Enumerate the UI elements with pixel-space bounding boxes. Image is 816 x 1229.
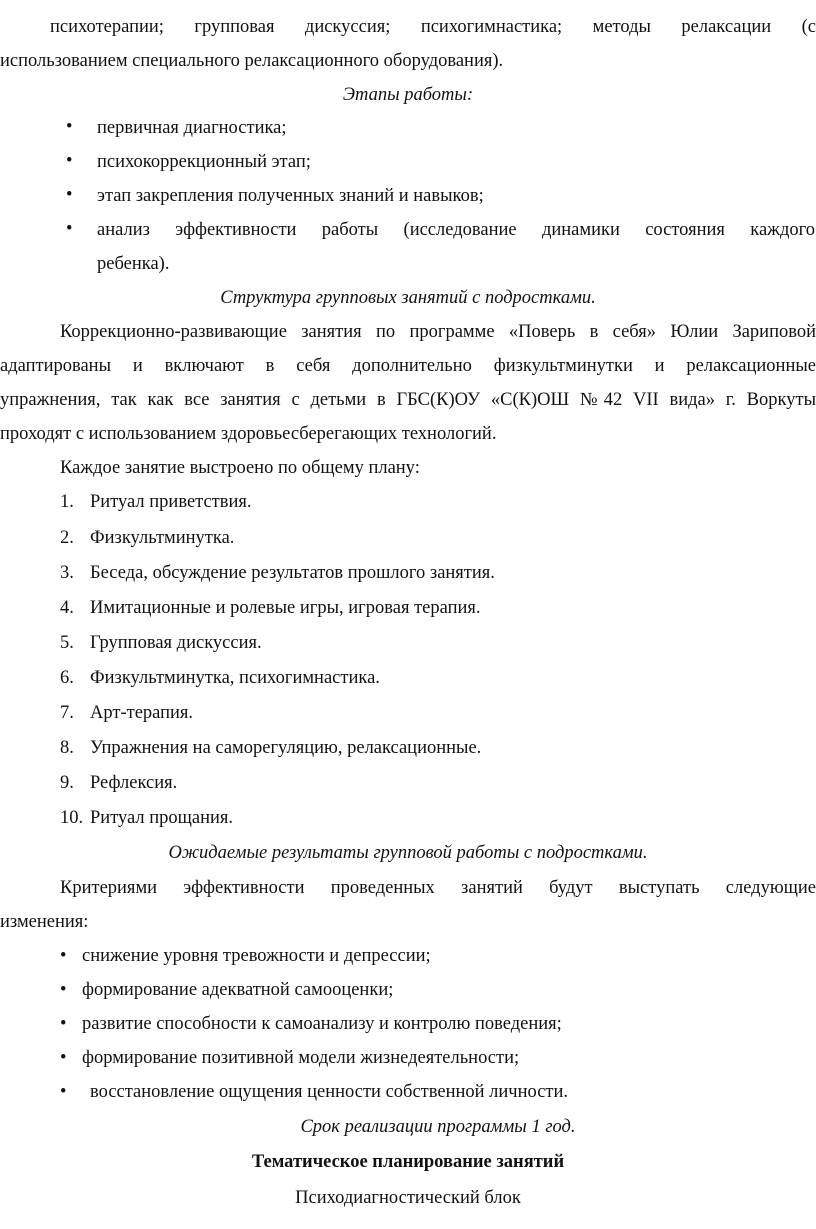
list-item-text: восстановление ощущения ценности собственной личности.	[90, 1082, 569, 1102]
list-number: 1.	[60, 492, 74, 512]
intro-line-1: психотерапии; групповая дискуссия; психогимнастика; методы релаксации (с	[50, 17, 816, 37]
list-item-text: формирование позитивной модели жизнедеятельности;	[82, 1048, 520, 1068]
bullet-icon: •	[66, 219, 73, 239]
intro-line-2: использованием специального релаксационного оборудования).	[0, 51, 504, 71]
list-number: 7.	[60, 703, 74, 723]
list-number: 9.	[60, 773, 74, 793]
list-item-text: снижение уровня тревожности и депрессии;	[82, 946, 431, 966]
structure-heading: Структура групповых занятий с подростками.	[220, 288, 596, 308]
list-item-text: первичная диагностика;	[97, 118, 287, 138]
list-item-text: этап закрепления полученных знаний и навыков;	[97, 186, 484, 206]
list-number: 10.	[60, 808, 84, 828]
list-item-text: Упражнения на саморегуляцию, релаксационные.	[90, 738, 482, 758]
results-para-line-2: изменения:	[0, 912, 89, 932]
list-item-text: Ритуал приветствия.	[90, 492, 252, 512]
list-item-text: формирование адекватной самооценки;	[82, 980, 394, 1000]
list-item-text: развитие способности к самоанализу и контролю поведения;	[82, 1014, 562, 1034]
stages-heading: Этапы работы:	[342, 85, 474, 105]
list-number: 5.	[60, 633, 74, 653]
bullet-icon: •	[60, 946, 67, 966]
bullet-icon: •	[60, 1082, 67, 1102]
list-item-text-continued: ребенка).	[97, 254, 170, 274]
list-number: 3.	[60, 563, 74, 583]
list-item-text: анализ эффективности работы (исследование динамики состояния каждого	[97, 220, 815, 240]
structure-para-line-3: упражнения, так как все занятия с детьми в ГБС(К)ОУ «С(К)ОШ №42 VII вида» г. Воркуты	[0, 390, 816, 410]
bullet-icon: •	[60, 1014, 67, 1034]
results-para-line-1: Критериями эффективности проведенных занятий будут выступать следующие	[60, 878, 816, 898]
structure-para-line-1: Коррекционно-развивающие занятия по программе «Поверь в себя» Юлии Зариповой	[60, 322, 816, 342]
bullet-icon: •	[66, 151, 73, 171]
list-item-text: Групповая дискуссия.	[90, 633, 262, 653]
bullet-icon: •	[66, 185, 73, 205]
structure-para-line-2: адаптированы и включают в себя дополнительно физкультминутки и релаксационные	[0, 356, 816, 376]
block-title: Психодиагностический блок	[295, 1188, 521, 1208]
list-item-text: Физкультминутка.	[90, 528, 235, 548]
thematic-heading: Тематическое планирование занятий	[251, 1152, 565, 1172]
term-note: Срок реализации программы 1 год.	[300, 1117, 576, 1137]
list-item-text: Беседа, обсуждение результатов прошлого занятия.	[90, 563, 495, 583]
bullet-icon: •	[60, 980, 67, 1000]
list-item-text: Ритуал прощания.	[90, 808, 234, 828]
list-number: 2.	[60, 528, 74, 548]
structure-para-line-4: проходят с использованием здоровьесберегающих технологий.	[0, 424, 497, 444]
plan-intro: Каждое занятие выстроено по общему плану:	[60, 458, 420, 478]
results-heading: Ожидаемые результаты групповой работы с подростками.	[168, 843, 648, 863]
list-item-text: Имитационные и ролевые игры, игровая терапия.	[90, 598, 481, 618]
list-number: 8.	[60, 738, 74, 758]
list-item-text: Рефлексия.	[90, 773, 178, 793]
list-item-text: Арт-терапия.	[90, 703, 194, 723]
list-item-text: Физкультминутка, психогимнастика.	[90, 668, 380, 688]
bullet-icon: •	[66, 117, 73, 137]
list-item-text: психокоррекционный этап;	[97, 152, 311, 172]
list-number: 6.	[60, 668, 74, 688]
bullet-icon: •	[60, 1048, 67, 1068]
list-number: 4.	[60, 598, 74, 618]
